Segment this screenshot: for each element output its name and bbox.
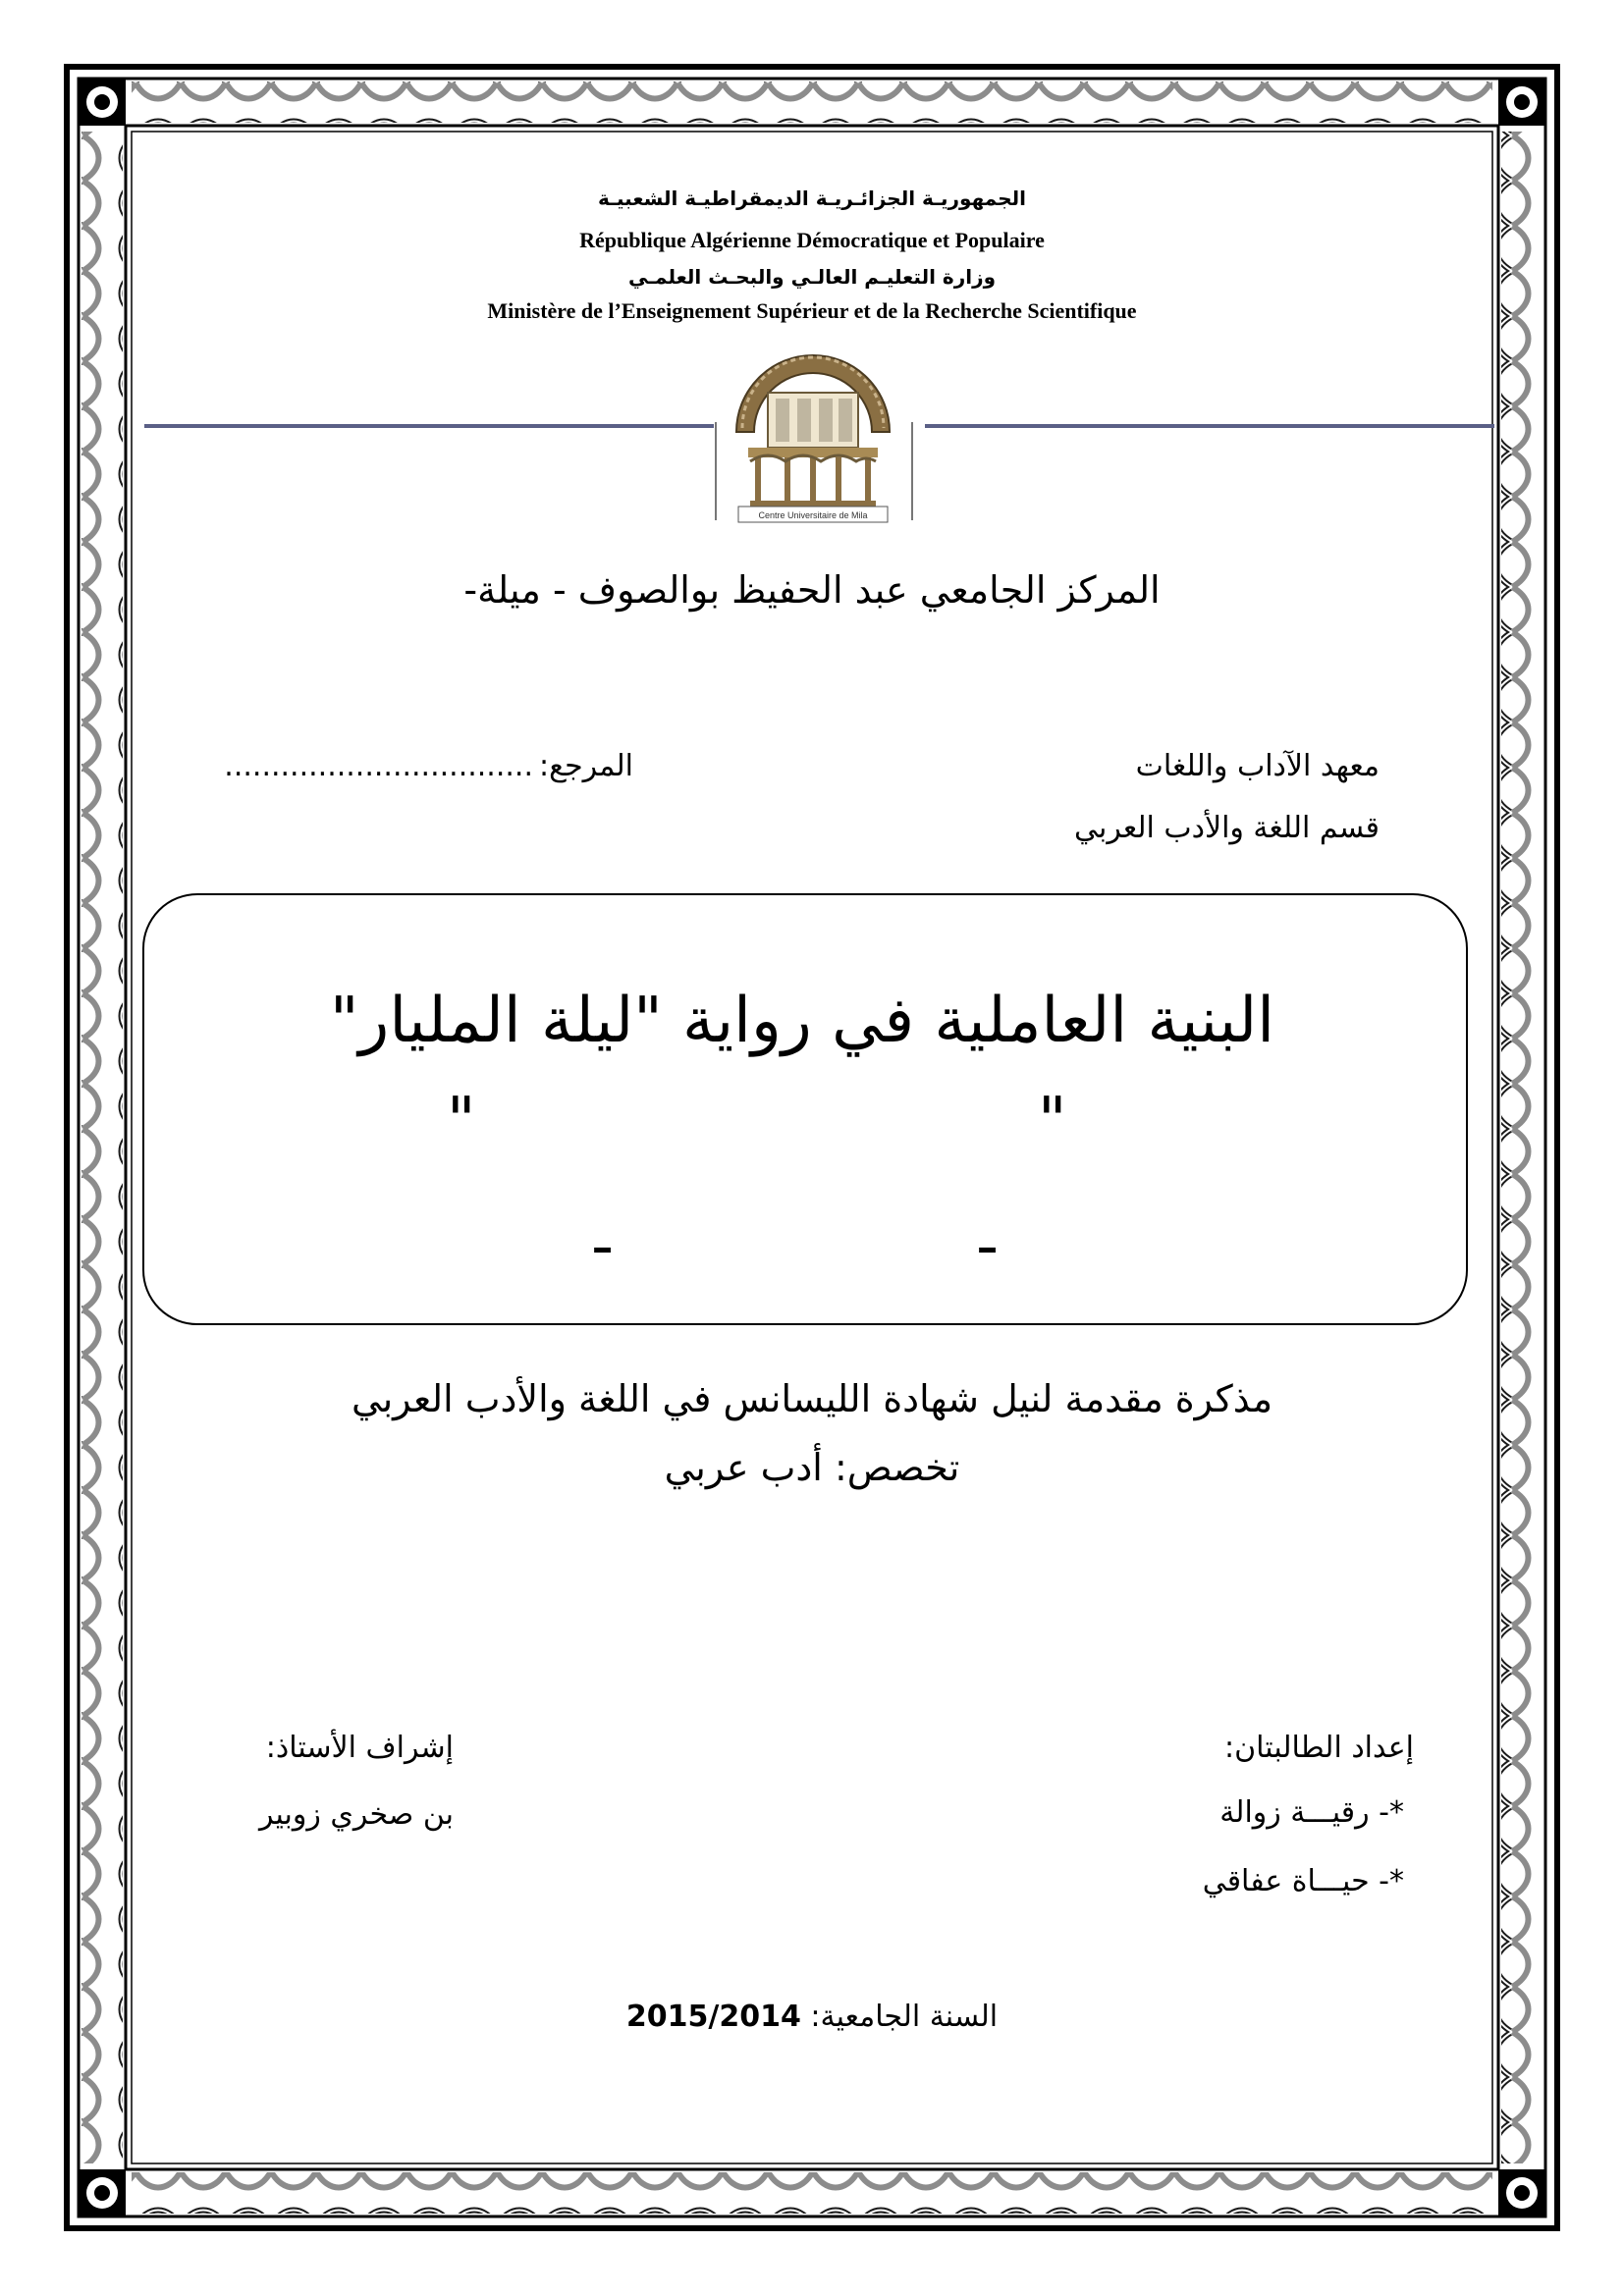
reference-value: .................................	[224, 749, 533, 783]
logo-caption: Centre Universitaire de Mila	[758, 510, 868, 520]
rule-line-right	[925, 424, 1494, 428]
thesis-specialty	[245, 1445, 1379, 1490]
academic-year-label: السنة الجامعية:	[810, 2000, 999, 2034]
specialty-label: تخصص:	[834, 1446, 960, 1489]
specialty-value: أدب عربي	[664, 1446, 823, 1489]
republic-arabic: الجمهوريـة الجزائـريـة الديمقراطيـة الشعبيـة	[598, 187, 1026, 210]
student-name: حيـــاة عفاقي	[1202, 1864, 1370, 1898]
thesis-description: مذكرة مقدمة لنيل شهادة الليسانس في اللغة والأدب العربي	[351, 1377, 1273, 1420]
academic-year	[393, 1999, 1231, 2036]
corner-ornament-bottom-right	[1498, 2169, 1545, 2216]
student-name: رقيـــة زوالة	[1219, 1795, 1370, 1830]
dash-left: -	[591, 1210, 615, 1283]
quote-mark-right: "	[1038, 1085, 1067, 1157]
department-name: قسم اللغة والأدب العربي	[1073, 811, 1380, 845]
institute-name: معهد الآداب واللغات	[1135, 749, 1380, 783]
supervisor-name: بن صخري زوبير	[258, 1797, 454, 1832]
university-logo	[729, 324, 897, 525]
student-item	[962, 1863, 1404, 1900]
students-label: إعداد الطالبتان:	[1224, 1731, 1414, 1765]
student-bullet: *-	[1379, 1864, 1404, 1898]
corner-ornament-top-left	[79, 79, 126, 126]
student-item	[962, 1794, 1404, 1832]
quote-mark-left: "	[447, 1085, 476, 1157]
ministry-french: Ministère de l’Enseignement Supérieur et de la Recherche Scientifique	[487, 298, 1137, 323]
republic-french: République Algérienne Démocratique et Populaire	[579, 228, 1045, 252]
supervisor-label: إشراف الأستاذ:	[265, 1731, 454, 1765]
reference-field	[182, 748, 633, 787]
academic-year-value: 2015/2014	[625, 2000, 801, 2034]
title-box	[142, 893, 1468, 1325]
ministry-arabic: وزارة التعليـم العالـي والبحـث العلمـي	[627, 265, 997, 289]
student-bullet: *-	[1379, 1795, 1404, 1830]
logo-frame-left	[715, 422, 717, 520]
logo-frame-right	[911, 422, 913, 520]
thesis-title: البنية العاملية في رواية "ليلة المليار"	[329, 985, 1275, 1057]
reference-label: المرجع:	[539, 749, 633, 783]
corner-ornament-top-right	[1498, 79, 1545, 126]
dash-right: -	[976, 1210, 1000, 1283]
corner-ornament-bottom-left	[79, 2169, 126, 2216]
rule-line-left	[144, 424, 714, 428]
university-name: المركز الجامعي عبد الحفيظ بوالصوف - ميلة-	[463, 568, 1161, 612]
